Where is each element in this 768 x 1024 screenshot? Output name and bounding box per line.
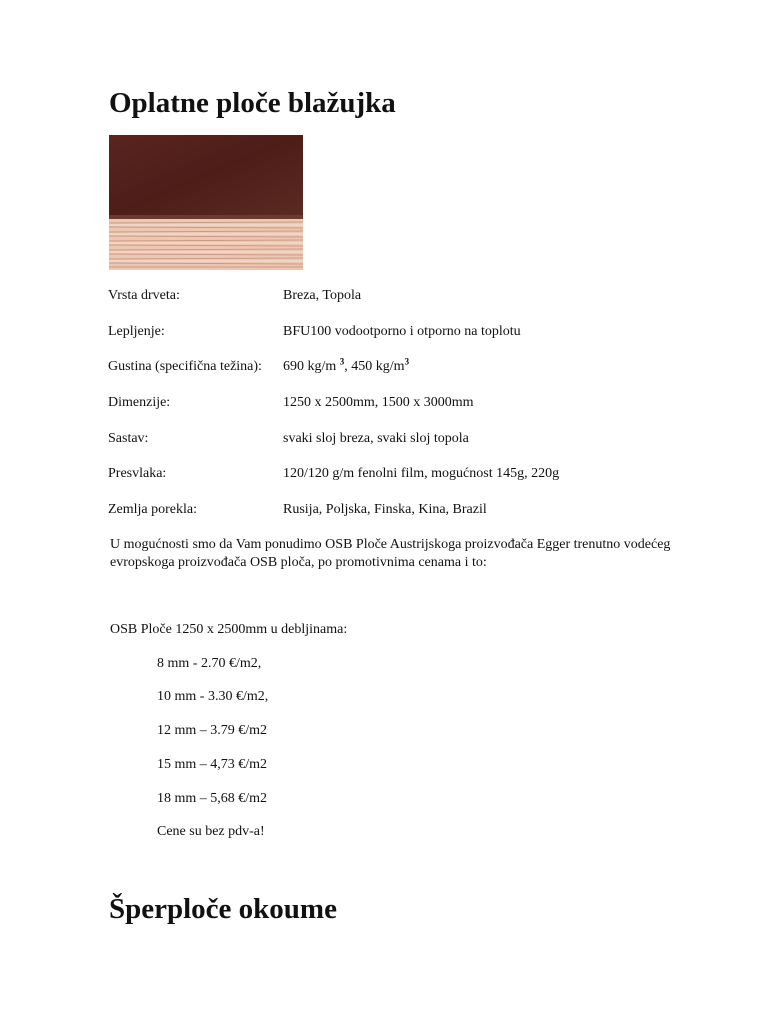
spec-label: Sastav: — [108, 431, 149, 446]
spec-label: Lepljenje: — [108, 324, 165, 339]
spec-row-composition — [108, 429, 668, 449]
spec-row-coating — [108, 464, 668, 484]
price-item: 18 mm – 5,68 €/m2 — [157, 791, 268, 806]
spec-label: Presvlaka: — [108, 466, 167, 481]
spec-value-density — [283, 357, 409, 377]
plywood-board-image — [109, 135, 303, 270]
plywood-board-graphic — [109, 135, 303, 270]
spec-row-origin — [108, 500, 668, 520]
spec-value: Breza, Topola — [283, 288, 362, 303]
spec-label: Vrsta drveta: — [108, 288, 180, 303]
osb-heading: OSB Ploče 1250 x 2500mm u debljinama: — [110, 622, 348, 637]
spec-row-gluing — [108, 322, 668, 342]
page-title: Oplatne ploče blažujka — [109, 87, 396, 119]
spec-label: Zemlja porekla: — [108, 502, 198, 517]
price-item: 8 mm - 2.70 €/m2, — [157, 656, 262, 671]
price-item: 10 mm - 3.30 €/m2, — [157, 689, 269, 704]
density-value-2: , 450 kg/m — [344, 359, 405, 374]
price-item: 15 mm – 4,73 €/m2 — [157, 757, 268, 772]
spec-value: svaki sloj breza, svaki sloj topola — [283, 431, 469, 446]
section-title: Šperploče okoume — [109, 893, 337, 925]
price-item: 12 mm – 3.79 €/m2 — [157, 723, 268, 738]
density-superscript-2: 3 — [404, 356, 410, 367]
spec-row-dimensions — [108, 393, 668, 413]
spec-row-wood-type — [108, 286, 668, 306]
spec-label: Gustina (specifična težina): — [108, 359, 262, 374]
spec-label: Dimenzije: — [108, 395, 171, 410]
intro-paragraph: U mogućnosti smo da Vam ponudimo OSB Ploče Austrijskoga proizvođača Egger trenutno vodećeg evropskoga proizvođača OSB ploča, po promotivnima cenama i to: — [110, 537, 671, 570]
density-superscript-1: 3 — [339, 356, 345, 367]
spec-value: 120/120 g/m fenolni film, mogućnost 145g, 220g — [283, 466, 560, 481]
spec-row-density — [108, 357, 668, 377]
spec-value: Rusija, Poljska, Finska, Kina, Brazil — [283, 502, 487, 517]
density-value-1: 690 kg/m — [283, 359, 337, 374]
spec-value: BFU100 vodootporno i otporno na toplotu — [283, 324, 521, 339]
price-note: Cene su bez pdv-a! — [157, 824, 265, 839]
spec-value: 1250 x 2500mm, 1500 x 3000mm — [283, 395, 474, 410]
